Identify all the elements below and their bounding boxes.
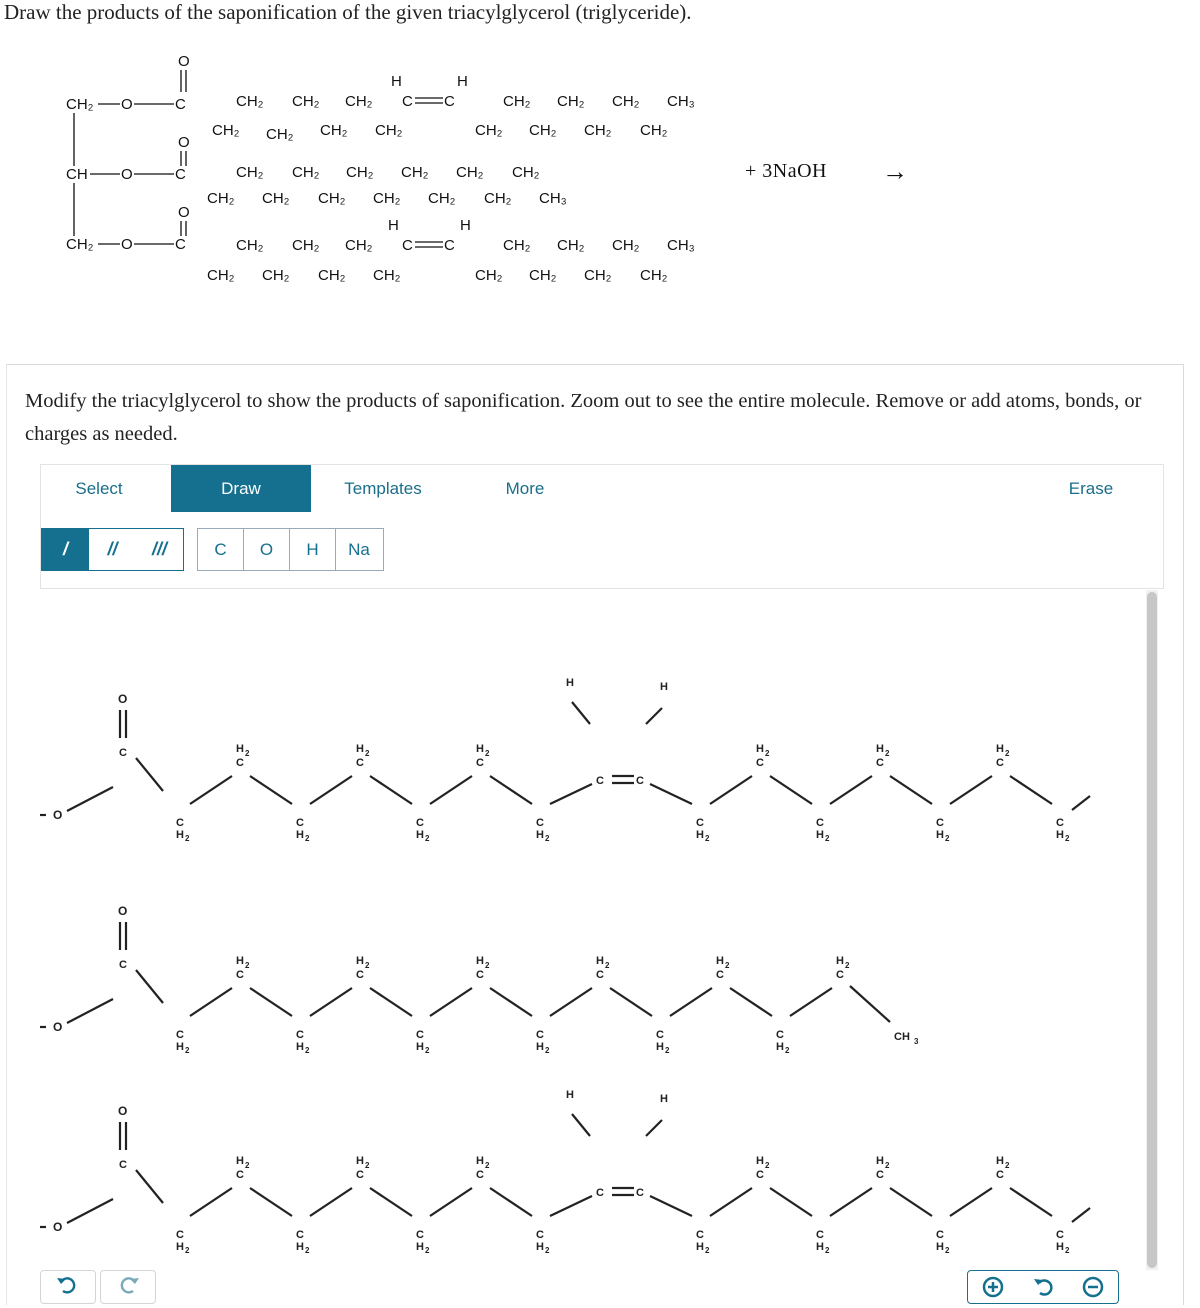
svg-text:H: H [460,217,471,234]
subscript[interactable]: 2 [885,1161,890,1170]
carbon-label[interactable]: C [596,969,604,981]
instructions-text: Modify the triacylglycerol to show the products of saponification. Zoom out to see the entire molecule. Remove or add atoms, bonds, or charges as needed. [25,390,1142,445]
oxygen-label[interactable]: O [53,1020,63,1034]
h2-label[interactable]: H [996,1155,1004,1167]
carbon-label[interactable]: C [876,1169,884,1181]
subscript[interactable]: 2 [765,749,770,758]
carbon-label[interactable]: C [356,969,364,981]
svg-text:C: C [444,93,455,110]
carbonyl-c-2: C [175,166,186,183]
carbon-label[interactable]: C [476,757,484,769]
carbon-label[interactable]: C [876,757,884,769]
redo-icon [101,1271,155,1303]
carbon-label[interactable]: C [756,1169,764,1181]
svg-text:CH₂: CH₂ [346,164,374,181]
subscript[interactable]: 2 [485,961,490,970]
single-bond[interactable] [890,1188,932,1216]
h2-label[interactable]: H [236,743,244,755]
h2-label[interactable]: H [476,1155,484,1167]
carbon-label[interactable]: C [236,969,244,981]
carbon-label[interactable]: C [716,969,724,981]
single-bond[interactable] [730,988,772,1016]
single-bond[interactable] [790,988,832,1016]
subscript[interactable]: 2 [605,961,610,970]
subscript[interactable]: 2 [885,749,890,758]
svg-text:CH₂: CH₂ [207,267,235,284]
single-bond[interactable] [67,1199,113,1223]
single-bond[interactable] [1010,776,1052,804]
subscript[interactable]: 2 [245,749,250,758]
svg-text:CH₂: CH₂ [456,164,484,181]
single-bond[interactable] [370,988,412,1016]
single-bond[interactable] [550,988,592,1016]
svg-text:CH₂: CH₂ [292,164,320,181]
subscript[interactable]: 2 [185,1046,190,1055]
svg-text:CH₂: CH₂ [262,190,290,207]
triglyceride-structure [0,40,1200,340]
atom-h-button[interactable]: H [290,529,336,570]
carbonyl-oxygen[interactable]: O [118,692,128,706]
alkene-carbon[interactable]: C [636,1187,644,1199]
h2-label[interactable]: H [656,1041,664,1053]
svg-text:CH₃: CH₃ [667,93,695,110]
glycerol-ch: CH [66,166,88,183]
carbon-label[interactable]: C [296,817,304,829]
svg-text:CH₂: CH₂ [236,93,264,110]
h2-label[interactable]: H [236,1155,244,1167]
h2-label[interactable]: H [536,829,544,841]
carbonyl-o-1: O [178,53,190,70]
svg-text:CH₂: CH₂ [345,237,373,254]
editor-toolbar [40,464,1164,514]
svg-text:CH₂: CH₂ [475,122,503,139]
h2-label[interactable]: H [936,1241,944,1253]
carbon-label[interactable]: C [356,1169,364,1181]
single-bond[interactable] [310,1188,352,1216]
h2-label[interactable]: H [716,955,724,967]
subscript[interactable]: 2 [305,1246,310,1255]
carbon-label[interactable]: C [176,1029,184,1041]
carbon-label[interactable]: C [176,817,184,829]
single-bond[interactable] [710,776,752,804]
h2-label[interactable]: H [1056,829,1064,841]
ester-o-2: O [121,166,133,183]
carbon-label[interactable]: C [536,1229,544,1241]
svg-text:CH₃: CH₃ [667,237,695,254]
h2-label[interactable]: H [696,1241,704,1253]
carbon-label[interactable]: C [1056,1229,1064,1241]
atom-c-button[interactable]: C [198,529,244,570]
svg-text:CH₂: CH₂ [236,237,264,254]
carbonyl-carbon[interactable]: C [119,1159,127,1171]
glycerol-ch2-bottom: CH₂ [66,236,94,253]
h2-label[interactable]: H [416,1241,424,1253]
single-bond[interactable] [190,776,232,804]
subscript[interactable]: 2 [245,961,250,970]
carbon-label[interactable]: C [996,757,1004,769]
carbon-label[interactable]: C [776,1029,784,1041]
svg-text:CH₂: CH₂ [266,126,294,143]
zoom-out-icon [1084,1278,1102,1296]
carbon-label[interactable]: C [176,1229,184,1241]
carbon-label[interactable]: C [936,817,944,829]
single-bond[interactable] [710,1188,752,1216]
single-bond[interactable] [430,988,472,1016]
carbon-label[interactable]: C [356,757,364,769]
h2-label[interactable]: H [816,1241,824,1253]
h2-label[interactable]: H [876,743,884,755]
single-bond[interactable] [550,784,592,804]
carbon-label[interactable]: C [996,1169,1004,1181]
subscript[interactable]: 2 [305,834,310,843]
svg-text:CH₂: CH₂ [345,93,373,110]
carbonyl-o-3: O [178,204,190,221]
tab-draw[interactable]: Draw [171,465,311,513]
svg-text:CH₂: CH₂ [503,93,531,110]
svg-text:CH₂: CH₂ [318,190,346,207]
tab-select[interactable]: Select [75,479,123,498]
bond-tools [41,528,184,571]
subscript[interactable]: 2 [485,1161,490,1170]
hydrogen-label[interactable]: H [566,1089,574,1101]
single-bond[interactable] [646,708,662,724]
methyl-label[interactable]: CH [894,1031,910,1043]
single-bond[interactable] [770,1188,812,1216]
single-bond[interactable] [490,776,532,804]
alkene-carbon[interactable]: C [596,775,604,787]
single-bond[interactable] [650,1196,692,1216]
single-bond-button[interactable]: / [42,529,89,570]
h2-label[interactable]: H [416,1041,424,1053]
subscript[interactable]: 3 [914,1037,919,1046]
single-bond[interactable] [190,1188,232,1216]
h2-label[interactable]: H [356,743,364,755]
svg-text:CH₂: CH₂ [292,93,320,110]
h2-label[interactable]: H [296,829,304,841]
reset-view-icon [1034,1279,1051,1295]
svg-text:C: C [402,93,413,110]
single-bond[interactable] [250,1188,292,1216]
double-bond-button[interactable]: // [107,539,118,559]
single-bond[interactable] [950,1188,992,1216]
single-bond[interactable] [770,776,812,804]
subscript[interactable]: 2 [545,834,550,843]
h2-label[interactable]: H [776,1041,784,1053]
h2-label[interactable]: H [756,743,764,755]
svg-text:CH₂: CH₂ [236,164,264,181]
single-bond[interactable] [136,758,163,791]
subscript[interactable]: 2 [845,961,850,970]
h2-label[interactable]: H [1056,1241,1064,1253]
single-bond[interactable] [646,1120,662,1136]
question-text: Draw the products of the saponification of the given triacylglycerol (triglyceride). [4,0,692,24]
svg-text:CH₂: CH₂ [484,190,512,207]
subscript[interactable]: 2 [1065,834,1070,843]
reaction-arrow: → [882,156,908,186]
h2-label[interactable]: H [296,1241,304,1253]
tab-erase[interactable]: Erase [1068,479,1114,498]
h2-label[interactable]: H [476,743,484,755]
carbon-label[interactable]: C [696,817,704,829]
carbonyl-o-2: O [178,134,190,151]
scroll-thumb[interactable] [1147,592,1157,1268]
svg-text:CH₂: CH₂ [375,122,403,139]
h2-label[interactable]: H [936,829,944,841]
carbonyl-oxygen[interactable]: O [118,904,128,918]
carbon-label[interactable]: C [536,1029,544,1041]
svg-text:CH₂: CH₂ [207,190,235,207]
subscript[interactable]: 2 [545,1246,550,1255]
single-bond[interactable] [572,702,590,724]
carbon-label[interactable]: C [836,969,844,981]
single-bond[interactable] [67,999,113,1023]
single-bond[interactable] [830,1188,872,1216]
tab-more[interactable]: More [505,479,545,498]
subscript[interactable]: 2 [825,1246,830,1255]
subscript[interactable]: 2 [425,1046,430,1055]
subscript[interactable]: 2 [665,1046,670,1055]
carbon-label[interactable]: C [416,817,424,829]
svg-text:C: C [444,237,455,254]
single-bond[interactable] [670,988,712,1016]
carbon-label[interactable]: C [656,1029,664,1041]
subscript[interactable]: 2 [365,749,370,758]
oxygen-label[interactable]: O [53,808,63,822]
h2-label[interactable]: H [176,1041,184,1053]
h2-label[interactable]: H [536,1041,544,1053]
h2-label[interactable]: H [876,1155,884,1167]
svg-text:CH₂: CH₂ [640,122,668,139]
carbon-label[interactable]: C [476,1169,484,1181]
triple-bond-button[interactable]: /// [151,539,167,559]
single-bond[interactable] [830,776,872,804]
h2-label[interactable]: H [356,955,364,967]
h2-label[interactable]: H [596,955,604,967]
carbon-label[interactable]: C [816,817,824,829]
fatty-chain-3 [207,217,695,284]
ester-o-3: O [121,236,133,253]
single-bond[interactable] [610,988,652,1016]
atom-tools [197,528,384,571]
draw-subtoolbar [40,512,1164,589]
carbon-label[interactable]: C [296,1029,304,1041]
carbon-label[interactable]: C [816,1229,824,1241]
reagent-label: + 3NaOH [745,160,827,182]
single-bond[interactable] [67,787,113,811]
svg-text:CH₂: CH₂ [292,237,320,254]
carbon-label[interactable]: C [236,757,244,769]
h2-label[interactable]: H [536,1241,544,1253]
subscript[interactable]: 2 [425,834,430,843]
single-bond[interactable] [430,1188,472,1216]
single-bond[interactable] [250,988,292,1016]
subscript[interactable]: 2 [305,1046,310,1055]
single-bond[interactable] [890,776,932,804]
svg-text:CH₂: CH₂ [557,237,585,254]
single-bond[interactable] [310,776,352,804]
svg-text:CH₂: CH₂ [529,122,557,139]
carbonyl-carbon[interactable]: C [119,747,127,759]
svg-text:CH₂: CH₂ [428,190,456,207]
h2-label[interactable]: H [416,829,424,841]
svg-text:CH₂: CH₂ [584,267,612,284]
subscript[interactable]: 2 [245,1161,250,1170]
svg-text:CH₂: CH₂ [584,122,612,139]
drawing-canvas[interactable] [40,588,1162,1299]
single-bond[interactable] [572,1114,590,1136]
svg-text:CH₂: CH₂ [557,93,585,110]
svg-text:CH₂: CH₂ [401,164,429,181]
svg-text:CH₃: CH₃ [539,190,567,207]
subscript[interactable]: 2 [825,834,830,843]
svg-text:CH₂: CH₂ [373,190,401,207]
carbon-label[interactable]: C [416,1029,424,1041]
svg-text:CH₂: CH₂ [503,237,531,254]
svg-text:CH₂: CH₂ [318,267,346,284]
svg-text:H: H [457,73,468,90]
subscript[interactable]: 2 [945,834,950,843]
hydrogen-label[interactable]: H [660,1093,668,1105]
alkene-carbon[interactable]: C [596,1187,604,1199]
single-bond[interactable] [1010,1188,1052,1216]
svg-text:CH₂: CH₂ [373,267,401,284]
h2-label[interactable]: H [756,1155,764,1167]
hydrogen-label[interactable]: H [660,681,668,693]
svg-text:CH₂: CH₂ [640,267,668,284]
h2-label[interactable]: H [836,955,844,967]
carbonyl-oxygen[interactable]: O [118,1104,128,1118]
single-bond[interactable] [370,1188,412,1216]
oxygen-label[interactable]: O [53,1220,63,1234]
single-bond[interactable] [136,970,163,1003]
svg-text:CH₂: CH₂ [512,164,540,181]
subscript[interactable]: 2 [1065,1246,1070,1255]
carbon-label[interactable]: C [1056,817,1064,829]
svg-text:CH₂: CH₂ [612,93,640,110]
subscript[interactable]: 2 [785,1046,790,1055]
single-bond[interactable] [550,1196,592,1216]
subscript[interactable]: 2 [705,1246,710,1255]
canvas-scrollbar[interactable] [1146,590,1158,1270]
carbonyl-c-3: C [175,236,186,253]
subscript[interactable]: 2 [365,1161,370,1170]
subscript[interactable]: 2 [545,1046,550,1055]
svg-text:C: C [402,237,413,254]
carbon-label[interactable]: C [936,1229,944,1241]
single-bond[interactable] [850,986,890,1022]
svg-text:CH₂: CH₂ [212,122,240,139]
atom-o-button[interactable]: O [244,529,290,570]
subscript[interactable]: 2 [945,1246,950,1255]
carbonyl-carbon[interactable]: C [119,959,127,971]
svg-text:CH₂: CH₂ [475,267,503,284]
atom-na-button[interactable]: Na [348,540,370,559]
h2-label[interactable]: H [356,1155,364,1167]
molecule-svg[interactable] [40,588,1146,1299]
subscript[interactable]: 2 [725,961,730,970]
undo-icon [41,1271,95,1303]
tab-templates[interactable]: Templates [344,479,422,498]
single-bond[interactable] [1072,796,1090,810]
single-bond[interactable] [950,776,992,804]
carbon-label[interactable]: C [696,1229,704,1241]
single-bond[interactable] [650,784,692,804]
svg-text:CH₂: CH₂ [612,237,640,254]
carbon-label[interactable]: C [416,1229,424,1241]
svg-text:CH₂: CH₂ [529,267,557,284]
single-bond[interactable] [250,776,292,804]
h2-label[interactable]: H [176,829,184,841]
subscript[interactable]: 2 [185,1246,190,1255]
single-bond[interactable] [310,988,352,1016]
glycerol-ch2-top: CH₂ [66,96,94,113]
h2-label[interactable]: H [236,955,244,967]
subscript[interactable]: 2 [765,1161,770,1170]
subscript[interactable]: 2 [705,834,710,843]
subscript[interactable]: 2 [1005,1161,1010,1170]
carbon-label[interactable]: C [476,969,484,981]
subscript[interactable]: 2 [1005,749,1010,758]
subscript[interactable]: 2 [425,1246,430,1255]
single-bond[interactable] [190,988,232,1016]
h2-label[interactable]: H [476,955,484,967]
svg-text:H: H [388,217,399,234]
ester-o-1: O [121,96,133,113]
carbon-label[interactable]: C [236,1169,244,1181]
carbonyl-c-1: C [175,96,186,113]
subscript[interactable]: 2 [185,834,190,843]
h2-label[interactable]: H [996,743,1004,755]
single-bond[interactable] [430,776,472,804]
single-bond[interactable] [490,1188,532,1216]
carbon-label[interactable]: C [756,757,764,769]
subscript[interactable]: 2 [485,749,490,758]
carbon-label[interactable]: C [536,817,544,829]
single-bond[interactable] [1072,1208,1090,1222]
zoom-icons [968,1271,1118,1303]
svg-text:H: H [391,73,402,90]
single-bond[interactable] [370,776,412,804]
single-bond[interactable] [136,1170,163,1203]
h2-label[interactable]: H [696,829,704,841]
h2-label[interactable]: H [296,1041,304,1053]
fatty-chain-2 [207,164,567,207]
single-bond[interactable] [490,988,532,1016]
h2-label[interactable]: H [816,829,824,841]
svg-text:CH₂: CH₂ [320,122,348,139]
alkene-carbon[interactable]: C [636,775,644,787]
hydrogen-label[interactable]: H [566,677,574,689]
reaction-svg [0,40,1200,340]
zoom-in-icon [984,1278,1002,1296]
subscript[interactable]: 2 [365,961,370,970]
fatty-chain-1 [212,73,695,143]
svg-text:CH₂: CH₂ [262,267,290,284]
carbon-label[interactable]: C [296,1229,304,1241]
h2-label[interactable]: H [176,1241,184,1253]
